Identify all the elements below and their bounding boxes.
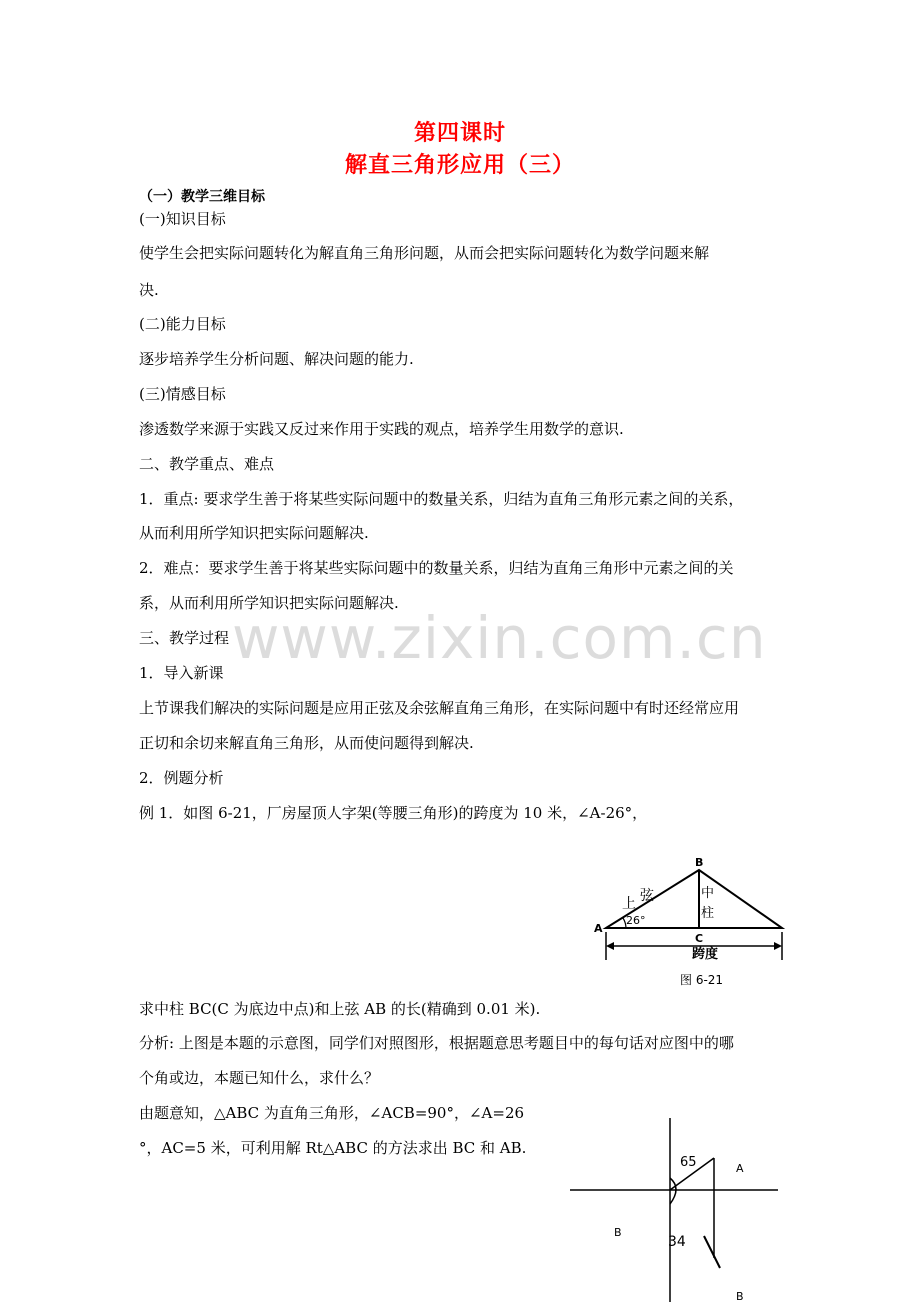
angle-arc-2 bbox=[670, 1178, 676, 1204]
key-point-2: 从而利用所学知识把实际问题解决. bbox=[139, 524, 369, 542]
emotion-heading: (三)情感目标 bbox=[139, 385, 226, 403]
example-1-text: 例 1．如图 6-21，厂房屋顶人字架(等腰三角形)的跨度为 10 米，∠A-26°， bbox=[139, 804, 648, 822]
page-title: 第四课时 bbox=[413, 121, 506, 146]
key-point-1: 1．重点: 要求学生善于将某些实际问题中的数量关系，归结为直角三角形元素之间的关系， bbox=[139, 490, 744, 508]
emotion-text: 渗透数学来源于实践又反过来作用于实践的观点，培养学生用数学的意识. bbox=[139, 420, 624, 438]
known-text-2: °，AC=5 米，可利用解 Rt△ABC 的方法求出 BC 和 AB. bbox=[139, 1139, 527, 1157]
label-c: C bbox=[695, 932, 704, 945]
segment-to-b bbox=[704, 1236, 720, 1268]
dim-arrow-left bbox=[606, 942, 614, 950]
label-34: 34 bbox=[668, 1234, 686, 1250]
difficult-point-2: 系，从而利用所学知识把实际问题解决. bbox=[139, 594, 399, 612]
figure-6-21 bbox=[586, 852, 800, 992]
knowledge-text-1: 使学生会把实际问题转化为解直角三角形问题，从而会把实际问题转化为数学问题来解 bbox=[139, 244, 710, 262]
label-zhong: 中 bbox=[701, 886, 715, 901]
figure-caption: 图 6-21 bbox=[680, 973, 724, 987]
section3-heading: 三、教学过程 bbox=[139, 629, 230, 647]
figure-2 bbox=[566, 1118, 786, 1302]
label-b: B bbox=[695, 856, 704, 869]
ability-text: 逐步培养学生分析问题、解决问题的能力. bbox=[139, 350, 414, 368]
section2-heading: 二、教学重点、难点 bbox=[139, 455, 275, 473]
example-heading: 2．例题分析 bbox=[139, 769, 224, 787]
label-xian: 弦 bbox=[640, 888, 654, 904]
dim-arrow-right bbox=[774, 942, 782, 950]
label-zhu: 柱 bbox=[701, 906, 715, 921]
analysis-text-1: 分析: 上图是本题的示意图，同学们对照图形，根据题意思考题目中的每句话对应图中的哪 bbox=[139, 1034, 734, 1052]
label-65: 65 bbox=[680, 1155, 697, 1170]
watermark: www.zixin.com.cn bbox=[232, 604, 767, 672]
intro-heading: 1．导入新课 bbox=[139, 664, 224, 682]
intro-text-1: 上节课我们解决的实际问题是应用正弦及余弦解直角三角形，在实际问题中有时还经常应用 bbox=[139, 699, 740, 717]
knowledge-heading: (一)知识目标 bbox=[139, 210, 226, 228]
question-text: 求中柱 BC(C 为底边中点)和上弦 AB 的长(精确到 0.01 米). bbox=[139, 1000, 541, 1018]
label-span: 跨度 bbox=[692, 947, 719, 962]
intro-text-2: 正切和余切来解直角三角形，从而使问题得到解决. bbox=[139, 734, 474, 752]
label-shang: 上 bbox=[622, 896, 636, 912]
ability-heading: (二)能力目标 bbox=[139, 315, 226, 333]
label-b-left: B bbox=[614, 1226, 622, 1239]
label-a: A bbox=[594, 922, 603, 935]
difficult-point-1: 2．难点：要求学生善于将某些实际问题中的数量关系，归结为直角三角形中元素之间的关 bbox=[139, 559, 734, 577]
section1-heading: （一）教学三维目标 bbox=[139, 189, 265, 205]
knowledge-text-2: 决. bbox=[139, 281, 159, 299]
label-angle: 26° bbox=[626, 914, 646, 927]
analysis-text-2: 个角或边，本题已知什么，求什么？ bbox=[139, 1069, 380, 1087]
known-text-1: 由题意知，△ABC 为直角三角形，∠ACB=90°，∠A=26 bbox=[139, 1104, 525, 1122]
label-b-bottom: B bbox=[736, 1290, 744, 1302]
label-a-2: A bbox=[736, 1162, 744, 1175]
page-subtitle: 解直三角形应用（三） bbox=[344, 153, 575, 178]
